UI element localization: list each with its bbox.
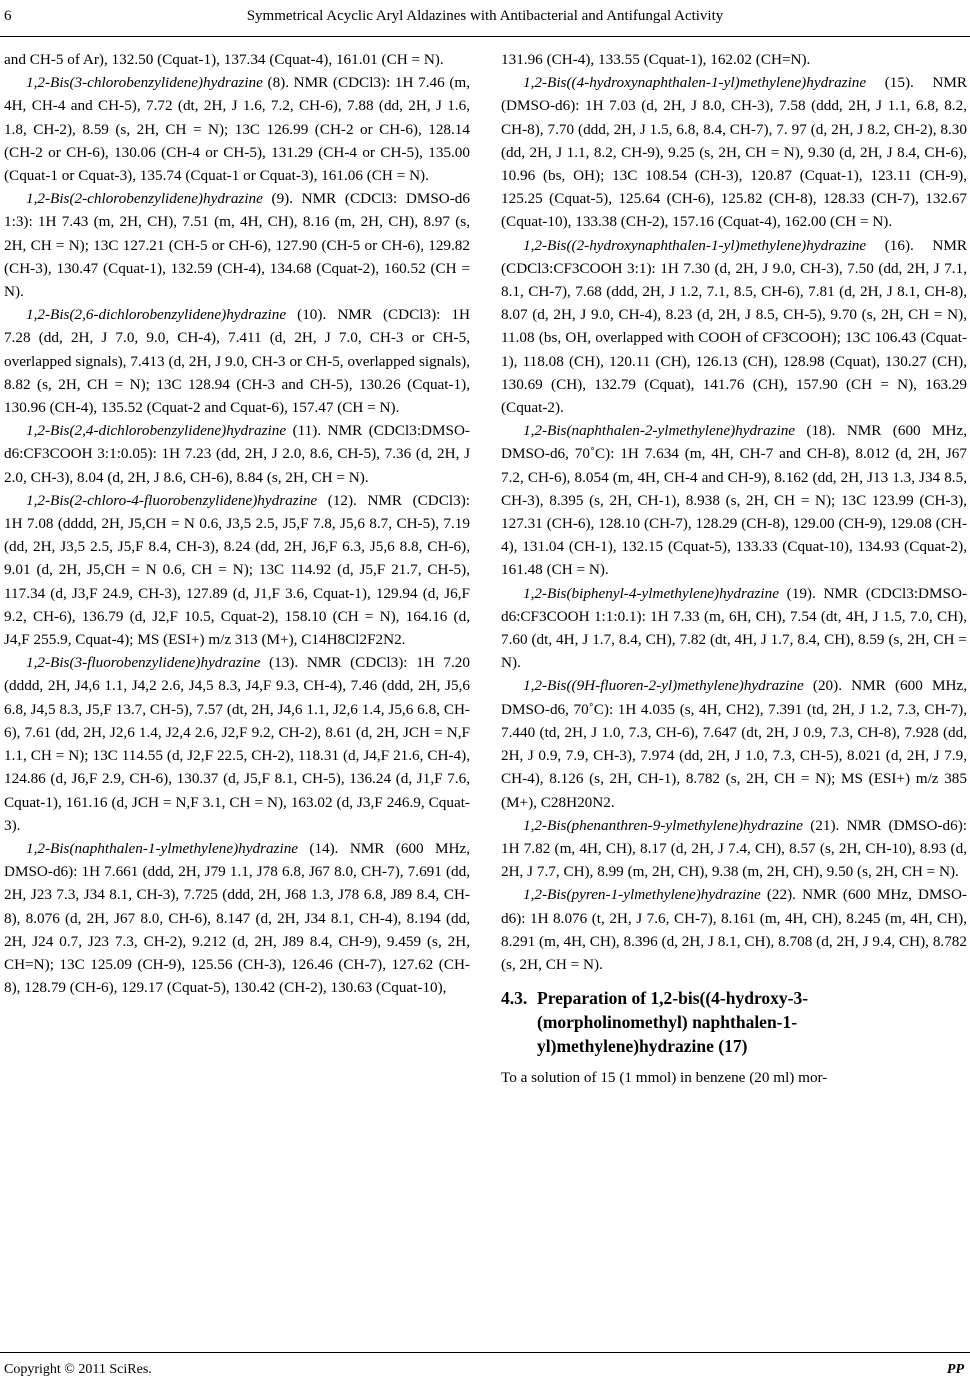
running-title: Symmetrical Acyclic Aryl Aldazines with Antibacterial and Antifungal Activity	[246, 8, 724, 24]
paragraph: 1,2-Bis((9H-fluoren-2-yl)methylene)hydrazine (20). NMR (600 MHz, DMSO-d6, 70˚C): 1H 4.035 (s, 4H, CH2), 7.391 (td, 2H, J 1.2, 7.3, CH-7), 7.440 (td, 2H, J 1.0, 7.3, CH-6), 7.647 (dt, 2H, J 0.9, 7.3, CH-8), 7.928 (dd, 2H, J 0.9, 7.9, CH-3), 7.974 (dd, 2H, J 1.0, 7.3, CH-5), 8.021 (d, 2H, J 7.9, CH-4), 8.126 (s, 2H, CH-1), 8.782 (s, 2H, CH = N); MS (ESI+) m/z 385 (M+), C28H20N2.	[501, 677, 967, 811]
paragraph: 1,2-Bis((4-hydroxynaphthalen-1-yl)methylene)hydrazine (15). NMR (DMSO-d6): 1H 7.03 (d, 2H, J 8.0, CH-3), 7.58 (ddd, 2H, J 1.1, 6.8, 8.2, CH-8), 7.70 (ddd, 2H, J 1.5, 6.8, 8.4, CH-7), 7. 97 (d, 2H, J 8.2, CH-2), 8.30 (dd, 2H, J 1.1, 8.2, CH-9), 9.25 (s, 2H, CH = N), 9.30 (d, 2H, J 8.4, CH-6), 10.96 (bs, OH); 13C 108.54 (CH-3), 120.87 (Cquat-1), 123.11 (CH-9), 125.25 (Cquat-5), 125.64 (CH-6), 125.82 (CH-8), 128.33 (CH-7), 132.67 (Cquat-10), 133.38 (CH-2), 157.16 (Cquat-4), 162.00 (CH = N).	[501, 74, 967, 231]
compound-name: 1,2-Bis(2-chloro-4-fluorobenzylidene)hydrazine	[26, 491, 318, 509]
paragraph: 1,2-Bis(3-fluorobenzylidene)hydrazine (13). NMR (CDCl3): 1H 7.20 (dddd, 2H, J4,6 1.1, J4,2 2.6, J4,5 8.3, J4,F 9.3, CH-4), 7.46 (ddd, 2H, J5,6 6.8, J4,5 8.3, J5,F 13.7, CH-5), 7.57 (dt, 2H, J4,6 1.1, J2,6 1.4, J5,6 6.8, CH-6), 7.61 (dd, 2H, J2,6 1.4, J2,4 2.6, J2,F 9.2, CH-2), 8.61 (d, 2H, JCH = N,F 1.1, CH = N); 13C 114.55 (d, J2,F 22.5, CH-2), 118.31 (d, J4,F 21.6, CH-4), 124.86 (d, J6,F 2.9, CH-6), 130.37 (d, J5,F 8.1, CH-5), 136.24 (d, J1,F 7.6, Cquat-1), 161.16 (d, JCH = N,F 3.1, CH = N), 163.02 (d, J3,F 246.9, Cquat-3).	[4, 654, 470, 834]
compound-name: 1,2-Bis(naphthalen-1-ylmethylene)hydrazine	[26, 839, 299, 857]
page-header	[0, 0, 970, 37]
paragraph: 1,2-Bis(biphenyl-4-ylmethylene)hydrazine (19). NMR (CDCl3:DMSO-d6:CF3COOH 1:1:0.1): 1H 7.33 (m, 6H, CH), 7.54 (dt, 4H, J 1.5, 7.0, CH), 7.60 (dt, 4H, J 1.7, 8.4, CH), 7.82 (dt, 4H, J 1.7, 8.4, CH), 8.59 (s, 2H, CH = N).	[501, 584, 967, 672]
section-number: 4.3.	[501, 988, 528, 1009]
compound-name: 1,2-Bis(phenanthren-9-ylmethylene)hydrazine	[523, 816, 803, 834]
paragraph: 1,2-Bis(naphthalen-2-ylmethylene)hydrazine (18). NMR (600 MHz, DMSO-d6, 70˚C): 1H 7.634 (m, 4H, CH-7 and CH-8), 8.012 (d, 2H, J67 7.2, CH-6), 8.054 (m, 4H, CH-4 and CH-9), 8.162 (dd, 2H, J13 1.3, J34 8.5, CH-3), 8.395 (s, 2H, CH-1), 8.938 (s, 2H, CH = N); 13C 123.99 (CH-3), 127.31 (CH-6), 128.10 (CH-7), 128.29 (CH-8), 129.00 (CH-9), 129.08 (CH-4), 131.04 (CH-1), 132.15 (Cquat-5), 133.33 (Cquat-10), 134.93 (Cquat-2), 161.48 (CH = N).	[501, 422, 967, 579]
copyright-notice: Copyright © 2011 SciRes.	[4, 1362, 152, 1377]
compound-name: 1,2-Bis(3-fluorobenzylidene)hydrazine	[26, 654, 261, 672]
paragraph: 1,2-Bis((2-hydroxynaphthalen-1-yl)methylene)hydrazine (16). NMR (CDCl3:CF3COOH 3:1): 1H 7.30 (d, 2H, J 9.0, CH-3), 7.50 (dd, 2H, J 7.1, 8.1, CH-7), 7.68 (ddd, 2H, J 1.2, 7.1, 8.5, CH-6), 7.81 (d, 2H, J 8.1, CH-8), 8.07 (d, 2H, J 9.0, CH-4), 8.23 (d, 2H, J 8.5, CH-5), 9.70 (s, 2H, CH = N), 11.08 (bs, OH, overlapped with COOH of CF3COOH); 13C 106.43 (Cquat-1), 118.08 (CH), 120.11 (CH), 126.13 (CH), 128.98 (Cquat), 130.27 (CH), 130.69 (CH), 132.79 (Cquat), 141.76 (CH), 157.90 (CH = N), 163.29 (Cquat-2).	[501, 236, 967, 417]
section-title: Preparation of 1,2-bis((4-hydroxy-3-(morpholinomethyl) naphthalen-1-yl)methylene)hydrazine (17)	[537, 988, 809, 1057]
paragraph: 1,2-Bis(2-chloro-4-fluorobenzylidene)hydrazine (12). NMR (CDCl3): 1H 7.08 (dddd, 2H, J5,CH = N 0.6, J3,5 2.5, J5,F 7.8, J5,6 8.7, CH-5), 7.19 (dd, 2H, J3,5 2.5, J5,F 8.4, CH-3), 8.24 (dd, 2H, J6,F 6.3, J5,6 8.8, CH-6), 9.01 (d, 2H, J5,CH = N 0.6, CH = N); 13C 114.92 (d, J5,F 21.7, CH-5), 117.34 (d, J3,F 24.9, CH-3), 127.89 (d, J1,F 3.6, Cquat-1), 129.94 (d, J6,F 9.2, CH-6), 136.79 (d, J2,F 10.5, Cquat-2), 158.10 (CH = N), 164.16 (d, J4,F 255.9, Cquat-4); MS (ESI+) m/z 313 (M+), C14H8Cl2F2N2.	[4, 491, 470, 649]
compound-name: 1,2-Bis(naphthalen-2-ylmethylene)hydrazine	[523, 422, 796, 440]
page-footer	[0, 1352, 970, 1383]
paragraph: To a solution of 15 (1 mmol) in benzene (20 ml) mor-	[501, 1069, 828, 1087]
compound-name: 1,2-Bis(biphenyl-4-ylmethylene)hydrazine	[523, 584, 779, 602]
paragraph: 1,2-Bis(3-chlorobenzylidene)hydrazine (8). NMR (CDCl3): 1H 7.46 (m, 4H, CH-4 and CH-5), 7.72 (dt, 2H, J 1.6, 7.2, CH-6), 7.88 (dd, 2H, J 1.6, 1.8, CH-2), 8.59 (s, 2H, CH = N); 13C 126.99 (CH-2 or CH-6), 128.14 (CH-2 or CH-6), 130.06 (CH-4 or CH-5), 131.29 (CH-4 or CH-5), 135.00 (Cquat-1 or Cquat-3), 135.74 (Cquat-1 or Cquat-3), 161.06 (CH = N).	[4, 74, 470, 185]
journal-abbreviation: PP	[946, 1362, 964, 1377]
paragraph: 1,2-Bis(2,6-dichlorobenzylidene)hydrazine (10). NMR (CDCl3): 1H 7.28 (dd, 2H, J 7.0, 9.0, CH-4), 7.411 (d, 2H, J 7.0, CH-3 or CH-5, overlapped signals), 7.413 (d, 2H, J 9.0, CH-3 or CH-5, overlapped signals), 8.82 (s, 2H, CH = N); 13C 128.94 (CH-3 and CH-5), 130.26 (Cquat-1), 130.96 (CH-4), 135.52 (Cquat-2 and Cquat-6), 157.47 (CH = N).	[4, 306, 470, 417]
paragraph: 1,2-Bis(naphthalen-1-ylmethylene)hydrazine (14). NMR (600 MHz, DMSO-d6): 1H 7.661 (ddd, 2H, J79 1.1, J78 6.8, J67 8.0, CH-7), 7.691 (dd, 2H, J23 7.3, J34 8.1, CH-3), 7.725 (ddd, 2H, J68 1.3, J78 6.8, J89 8.4, CH-8), 8.076 (d, 2H, J67 8.0, CH-6), 8.147 (d, 2H, J34 8.1, CH-4), 8.194 (dd, 2H, J24 0.7, J23 7.3, CH-2), 9.212 (d, 2H, J89 8.4, CH-9), 9.459 (s, 2H, CH=N); 13C 125.09 (CH-9), 125.56 (CH-3), 126.46 (CH-7), 127.62 (CH-8), 128.79 (CH-6), 129.17 (Cquat-5), 130.42 (CH-2), 130.63 (Cquat-10),	[4, 839, 470, 997]
paragraph: 1,2-Bis(phenanthren-9-ylmethylene)hydrazine (21). NMR (DMSO-d6): 1H 7.82 (m, 4H, CH), 8.17 (d, 2H, J 7.4, CH), 8.57 (s, 2H, CH-10), 8.93 (d, 2H, J 7.7, CH), 8.99 (m, 2H, CH), 9.38 (m, 2H, CH), 9.50 (s, 2H, CH = N).	[501, 816, 967, 881]
compound-name: 1,2-Bis(pyren-1-ylmethylene)hydrazine	[523, 886, 761, 904]
right-column	[501, 48, 967, 1089]
compound-name: 1,2-Bis(3-chlorobenzylidene)hydrazine	[26, 74, 263, 92]
compound-name: 1,2-Bis(2-chlorobenzylidene)hydrazine	[26, 190, 263, 208]
compound-name: 1,2-Bis((9H-fluoren-2-yl)methylene)hydrazine	[523, 677, 804, 695]
section-heading	[501, 986, 967, 1058]
compound-name: 1,2-Bis(2,4-dichlorobenzylidene)hydrazine	[26, 422, 287, 440]
left-column	[4, 48, 470, 999]
page-number: 6	[4, 8, 12, 24]
paragraph: and CH-5 of Ar), 132.50 (Cquat-1), 137.34 (Cquat-4), 161.01 (CH = N).	[4, 51, 444, 68]
compound-name: 1,2-Bis((2-hydroxynaphthalen-1-yl)methylene)hydrazine	[523, 236, 867, 254]
compound-name: 1,2-Bis((4-hydroxynaphthalen-1-yl)methylene)hydrazine	[523, 74, 867, 92]
paragraph: 131.96 (CH-4), 133.55 (Cquat-1), 162.02 (CH=N).	[501, 51, 811, 68]
paragraph: 1,2-Bis(2,4-dichlorobenzylidene)hydrazine (11). NMR (CDCl3:DMSO-d6:CF3COOH 3:1:0.05): 1H 7.23 (dd, 2H, J 2.0, 8.6, CH-5), 7.36 (d, 2H, J 2.0, CH-3), 8.04 (d, 2H, J 8.6, CH-6), 8.84 (s, 2H, CH = N).	[4, 422, 470, 486]
paragraph: 1,2-Bis(pyren-1-ylmethylene)hydrazine (22). NMR (600 MHz, DMSO-d6): 1H 8.076 (t, 2H, J 7.6, CH-7), 8.161 (m, 4H, CH), 8.245 (m, 4H, CH), 8.291 (m, 4H, CH), 8.396 (d, 2H, J 8.1, CH), 8.708 (d, 2H, J 9.4, CH), 8.782 (s, 2H, CH = N).	[501, 886, 967, 973]
paragraph: 1,2-Bis(2-chlorobenzylidene)hydrazine (9). NMR (CDCl3: DMSO-d6 1:3): 1H 7.43 (m, 2H, CH), 7.51 (m, 4H, CH), 8.16 (m, 2H, CH), 8.97 (s, 2H, CH = N); 13C 127.21 (CH-5 or CH-6), 127.90 (CH-5 or CH-6), 129.82 (CH-3), 130.47 (Cquat-1), 132.59 (CH-4), 134.68 (Cquat-2), 160.52 (CH = N).	[4, 190, 470, 301]
compound-name: 1,2-Bis(2,6-dichlorobenzylidene)hydrazine	[26, 306, 287, 324]
